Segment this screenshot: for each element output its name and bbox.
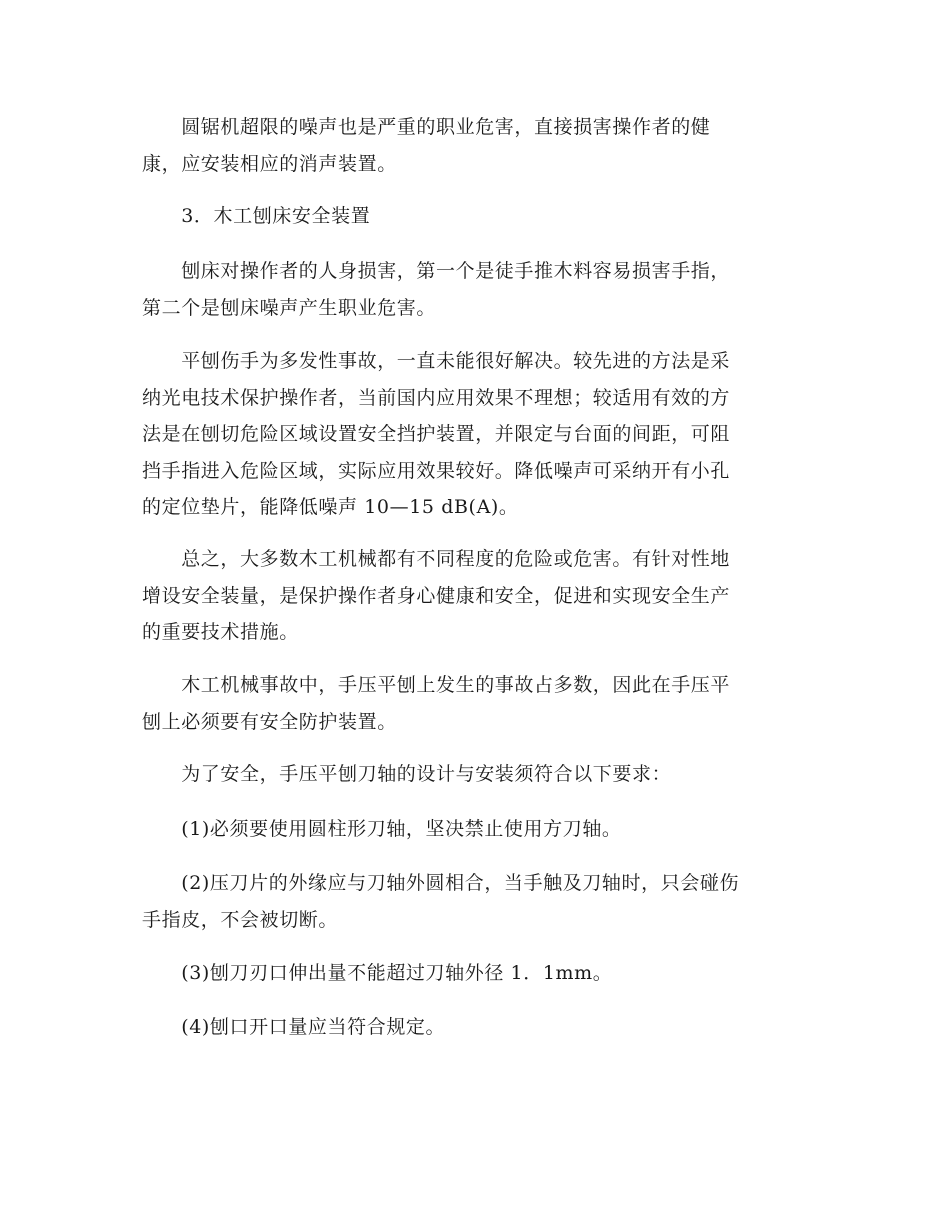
text-line: 纳光电技术保护操作者，当前国内应用效果不理想；较适用有效的方 [142,386,731,409]
section-heading-planer-safety [142,198,812,235]
text-line: 法是在刨切危险区域设置安全挡护装置，并限定与台面的间距，可阻 [142,423,731,445]
paragraph-planer-hazards [142,253,812,326]
text-line: (1)必须要使用圆柱形刀轴，坚决禁止使用方刀轴。 [142,818,622,840]
text-line: 第二个是刨床噪声产生职业危害。 [142,296,437,319]
requirement-item-4 [142,1009,812,1046]
paragraph-hand-injury [142,343,812,526]
requirement-item-1 [142,811,812,848]
text-line: (2)压刀片的外缘应与刀轴外圆相合，当手触及刀轴时，只会碰伤 [142,872,740,894]
text-line: 挡手指进入危险区域，实际应用效果较好。降低噪声可采纳开有小孔 [142,459,731,482]
text-line: 刨上必须要有安全防护装置。 [142,710,397,733]
text-line: 的重要技术措施。 [142,621,299,643]
text-line: 的定位垫片，能降低噪声 10—15 dB(A)。 [142,496,519,518]
text-line: 康，应安装相应的消声装置。 [142,152,397,175]
text-line: 手指皮，不会被切断。 [142,908,339,931]
text-line: (3)刨刀刃口伸出量不能超过刀轴外径 1．1mm。 [142,962,613,984]
text-line: 木工机械事故中，手压平刨上发生的事故占多数，因此在手压平 [142,674,731,696]
paragraph-accidents [142,667,812,740]
text-line: 增设安全装量，是保护操作者身心健康和安全，促进和实现安全生产 [142,584,731,607]
text-line: 总之，大多数木工机械都有不同程度的危险或危害。有针对性地 [142,548,731,570]
requirement-item-3 [142,955,812,992]
text-line: 平刨伤手为多发性事故，一直未能很好解决。较先进的方法是采 [142,350,731,372]
text-line: 3．木工刨床安全装置 [142,205,371,227]
text-line: 刨床对操作者的人身损害，第一个是徒手推木料容易损害手指， [142,260,731,282]
text-line: 圆锯机超限的噪声也是严重的职业危害，直接损害操作者的健 [142,116,711,138]
text-line: (4)刨口开口量应当符合规定。 [142,1016,446,1038]
paragraph-saw-noise [142,109,812,182]
paragraph-requirements-intro [142,756,812,793]
text-line: 为了安全，手压平刨刀轴的设计与安装须符合以下要求： [142,763,672,785]
paragraph-summary [142,541,812,651]
requirement-item-2 [142,865,812,938]
